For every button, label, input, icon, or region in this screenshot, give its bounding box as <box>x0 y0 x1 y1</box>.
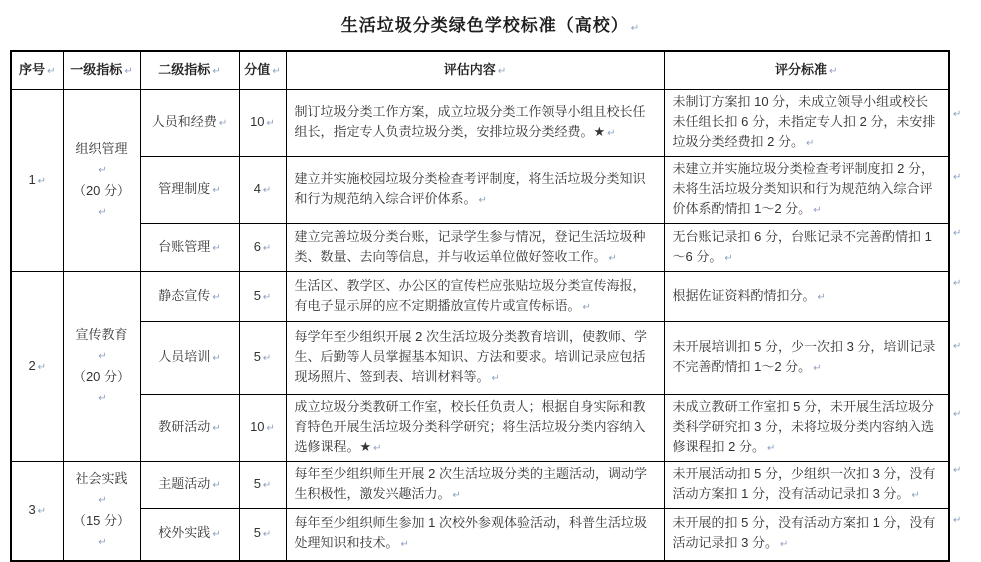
paragraph-mark: ↵ <box>630 23 641 34</box>
evaluation-content-cell <box>286 322 664 395</box>
score-value: 4 <box>253 181 261 196</box>
paragraph-mark: ↵ <box>212 185 221 196</box>
paragraph-mark: ↵ <box>497 65 507 77</box>
paragraph-mark: ↵ <box>272 65 281 77</box>
paragraph-mark: ↵ <box>212 480 221 491</box>
score-value: 5 <box>253 287 261 303</box>
level1-indicator-text: （20 分） <box>72 182 131 198</box>
header-level1-label: 一级指标 <box>70 61 123 77</box>
level1-indicator-line <box>72 469 132 511</box>
paragraph-mark: ↵ <box>582 301 591 313</box>
standards-table <box>10 50 950 562</box>
score-cell <box>239 322 286 395</box>
level2-indicator-text: 管理制度 <box>158 181 211 196</box>
paragraph-mark: ↵ <box>400 539 409 551</box>
table-row <box>11 272 949 322</box>
evaluation-content-cell <box>286 509 664 561</box>
paragraph-mark: ↵ <box>262 529 272 541</box>
table-row <box>11 90 949 157</box>
scoring-standard-text: 未制订方案扣 10 分，未成立领导小组或校长未任组长扣 6 分，未指定专人扣 2 分，未安排垃圾分类经费扣 2 分。 <box>672 94 936 149</box>
evaluation-content-text: 成立垃圾分类教研工作室，校长任负责人；根据自身实际和教育特色开展生活垃圾分类科学研究；将生活垃圾分类内容纳入选修课程。★ <box>294 399 646 454</box>
paragraph-mark: ↵ <box>262 480 272 491</box>
paragraph-mark: ↵ <box>766 443 776 454</box>
scoring-standard-text: 无台账记录扣 6 分，台账记录不完善酌情扣 1～6 分。 <box>672 228 932 264</box>
scoring-standard-text: 根据佐证资料酌情扣分。 <box>672 287 816 303</box>
header-no <box>11 51 63 90</box>
paragraph-mark: ↵ <box>37 505 47 517</box>
paragraph-mark: ↵ <box>953 464 962 476</box>
level1-indicator-cell <box>63 272 140 462</box>
scoring-standard-cell <box>664 395 949 462</box>
paragraph-mark: ↵ <box>813 363 822 374</box>
paragraph-mark: ↵ <box>212 423 221 434</box>
page-title-text: 生活垃圾分类绿色学校标准（高校） <box>340 16 629 35</box>
score-cell <box>239 90 286 157</box>
scoring-standard-cell <box>664 224 949 272</box>
level2-indicator-cell <box>140 322 239 395</box>
score-value: 5 <box>253 349 261 364</box>
level2-indicator-cell <box>140 157 239 224</box>
paragraph-mark: ↵ <box>266 118 275 129</box>
paragraph-mark: ↵ <box>953 171 962 183</box>
score-cell <box>239 224 286 272</box>
paragraph-mark: ↵ <box>212 242 221 254</box>
score-value: 10 <box>250 419 265 434</box>
scoring-standard-text: 未开展的扣 5 分，没有活动方案扣 1 分，没有活动记录扣 3 分。 <box>672 515 936 551</box>
paragraph-mark: ↵ <box>262 353 272 364</box>
level2-indicator-cell <box>140 224 239 272</box>
paragraph-mark: ↵ <box>212 65 221 77</box>
evaluation-content-text: 制订垃圾分类工作方案，成立垃圾分类工作领导小组且校长任组长，指定专人负责垃圾分类，安排垃圾分类经费。★ <box>294 104 646 139</box>
level2-indicator-text: 静态宣传 <box>158 287 211 303</box>
paragraph-mark: ↵ <box>47 65 56 77</box>
row-number: 1 <box>28 171 36 187</box>
evaluation-content-cell <box>286 157 664 224</box>
row-number: 3 <box>28 501 36 517</box>
level2-indicator-cell <box>140 272 239 322</box>
paragraph-mark: ↵ <box>478 195 487 206</box>
score-cell <box>239 462 286 509</box>
paragraph-mark: ↵ <box>911 490 920 501</box>
evaluation-content-text: 每年至少组织师生参加 1 次校外参观体验活动，科普生活垃圾处理知识和技术。 <box>294 515 647 551</box>
paragraph-mark: ↵ <box>491 373 500 384</box>
paragraph-mark: ↵ <box>607 128 616 139</box>
score-value: 5 <box>253 525 261 541</box>
evaluation-content-cell <box>286 395 664 462</box>
paragraph-mark: ↵ <box>953 278 962 289</box>
level2-indicator-text: 主题活动 <box>158 476 211 491</box>
paragraph-mark: ↵ <box>98 350 107 362</box>
scoring-standard-text: 未建立并实施垃圾分类检查考评制度扣 2 分，未将生活垃圾分类知识和行为规范纳入综合评价体系酌情扣 1～2 分。 <box>672 161 934 216</box>
table-row <box>11 224 949 272</box>
paragraph-mark: ↵ <box>212 291 221 303</box>
paragraph-mark: ↵ <box>124 65 133 77</box>
scoring-standard-cell <box>664 157 949 224</box>
table-row <box>11 462 949 509</box>
paragraph-mark: ↵ <box>817 291 826 303</box>
scoring-standard-text: 未开展培训扣 5 分，少一次扣 3 分，培训记录不完善酌情扣 1～2 分。 <box>672 339 936 374</box>
level1-indicator-line <box>72 511 132 553</box>
paragraph-mark: ↵ <box>373 443 382 454</box>
level1-indicator-line <box>72 325 132 367</box>
score-value: 6 <box>253 238 261 254</box>
page-title <box>0 11 981 36</box>
header-level1-indicator <box>63 51 140 90</box>
table-row <box>11 322 949 395</box>
level1-indicator-text: 社会实践 <box>75 470 128 486</box>
scoring-standard-cell <box>664 90 949 157</box>
level2-indicator-cell <box>140 509 239 561</box>
row-number: 2 <box>28 357 36 373</box>
table-row <box>11 395 949 462</box>
paragraph-mark: ↵ <box>452 490 461 501</box>
paragraph-mark: ↵ <box>98 536 107 548</box>
paragraph-mark: ↵ <box>98 494 107 506</box>
header-level2-label: 二级指标 <box>158 61 211 77</box>
paragraph-mark: ↵ <box>37 175 47 187</box>
level2-indicator-text: 人员培训 <box>158 349 211 364</box>
scoring-standard-text: 未成立教研工作室扣 5 分，未开展生活垃圾分类科学研究扣 3 分，未将垃圾分类内容纳入选修课程扣 2 分。 <box>672 399 934 454</box>
evaluation-content-text: 每学年至少组织开展 2 次生活垃圾分类教育培训，使教师、学生、后勤等人员掌握基本知识、方法和要求。培训记录应包括现场照片、签到表、培训材料等。 <box>294 329 647 384</box>
score-cell <box>239 395 286 462</box>
level2-indicator-text: 人员和经费 <box>151 114 217 129</box>
evaluation-content-cell <box>286 462 664 509</box>
evaluation-content-text: 生活区、教学区、办公区的宣传栏应张贴垃圾分类宣传海报，有电子显示屏的应不定期播放宣传片或宣传标语。 <box>294 277 646 313</box>
evaluation-content-cell <box>286 272 664 322</box>
header-standard <box>664 51 949 90</box>
evaluation-content-cell <box>286 224 664 272</box>
evaluation-content-text: 建立完善垃圾分类台账，记录学生参与情况，登记生活垃圾种类、数量、去向等信息，并与收运单位做好签收工作。 <box>294 228 646 264</box>
scoring-standard-cell <box>664 272 949 322</box>
row-number-cell <box>11 272 63 462</box>
paragraph-mark: ↵ <box>98 164 107 176</box>
header-content <box>286 51 664 90</box>
paragraph-mark: ↵ <box>37 361 47 373</box>
level1-indicator-line <box>72 367 132 409</box>
header-row <box>11 51 949 90</box>
paragraph-mark: ↵ <box>98 206 107 218</box>
level2-indicator-cell <box>140 462 239 509</box>
table-body <box>11 90 949 561</box>
header-standard-label: 评分标准 <box>775 61 828 77</box>
paragraph-mark: ↵ <box>953 515 962 526</box>
paragraph-mark: ↵ <box>953 409 962 420</box>
level1-indicator-cell <box>63 90 140 272</box>
paragraph-mark: ↵ <box>266 423 275 434</box>
level2-indicator-cell <box>140 395 239 462</box>
header-score <box>239 51 286 90</box>
level1-indicator-text: （20 分） <box>72 368 131 384</box>
paragraph-mark: ↵ <box>98 392 107 404</box>
header-no-label: 序号 <box>19 61 46 77</box>
header-score-label: 分值 <box>244 61 271 77</box>
paragraph-mark: ↵ <box>212 353 221 364</box>
header-content-label: 评估内容 <box>443 61 496 77</box>
scoring-standard-cell <box>664 322 949 395</box>
evaluation-content-text: 建立并实施校园垃圾分类检查考评制度，将生活垃圾分类知识和行为规范纳入综合评价体系。 <box>294 171 646 206</box>
evaluation-content-text: 每年至少组织师生开展 2 次生活垃圾分类的主题活动，调动学生积极性，激发兴趣活力。 <box>294 466 647 501</box>
paragraph-mark: ↵ <box>218 118 228 129</box>
score-cell <box>239 272 286 322</box>
paragraph-mark: ↵ <box>262 291 272 303</box>
level1-indicator-text: 组织管理 <box>75 140 128 156</box>
level2-indicator-text: 台账管理 <box>158 238 211 254</box>
scoring-standard-cell <box>664 462 949 509</box>
paragraph-mark: ↵ <box>262 185 272 196</box>
level1-indicator-line <box>72 139 132 181</box>
paragraph-mark: ↵ <box>953 228 962 239</box>
paragraph-mark: ↵ <box>813 205 822 216</box>
paragraph-mark: ↵ <box>262 242 272 254</box>
paragraph-mark: ↵ <box>724 252 733 264</box>
row-number-cell <box>11 90 63 272</box>
scoring-standard-cell <box>664 509 949 561</box>
table-row <box>11 509 949 561</box>
score-cell <box>239 157 286 224</box>
level1-indicator-text: 宣传教育 <box>75 326 128 342</box>
table-row <box>11 157 949 224</box>
level1-indicator-line <box>72 181 132 223</box>
paragraph-mark: ↵ <box>953 340 962 352</box>
paragraph-mark: ↵ <box>608 252 617 264</box>
level2-indicator-text: 校外实践 <box>158 525 211 541</box>
score-value: 5 <box>253 476 261 491</box>
paragraph-mark: ↵ <box>953 109 962 120</box>
score-value: 10 <box>250 114 265 129</box>
level1-indicator-text: （15 分） <box>72 512 131 528</box>
score-cell <box>239 509 286 561</box>
header-level2-indicator <box>140 51 239 90</box>
evaluation-content-cell <box>286 90 664 157</box>
scoring-standard-text: 未开展活动扣 5 分，少组织一次扣 3 分，没有活动方案扣 1 分，没有活动记录扣 3 分。 <box>672 466 936 501</box>
level1-indicator-cell <box>63 462 140 561</box>
paragraph-mark: ↵ <box>805 138 815 149</box>
row-number-cell <box>11 462 63 561</box>
paragraph-mark: ↵ <box>829 65 838 77</box>
level2-indicator-cell <box>140 90 239 157</box>
paragraph-mark: ↵ <box>779 539 789 551</box>
level2-indicator-text: 教研活动 <box>158 419 211 434</box>
paragraph-mark: ↵ <box>212 529 221 541</box>
